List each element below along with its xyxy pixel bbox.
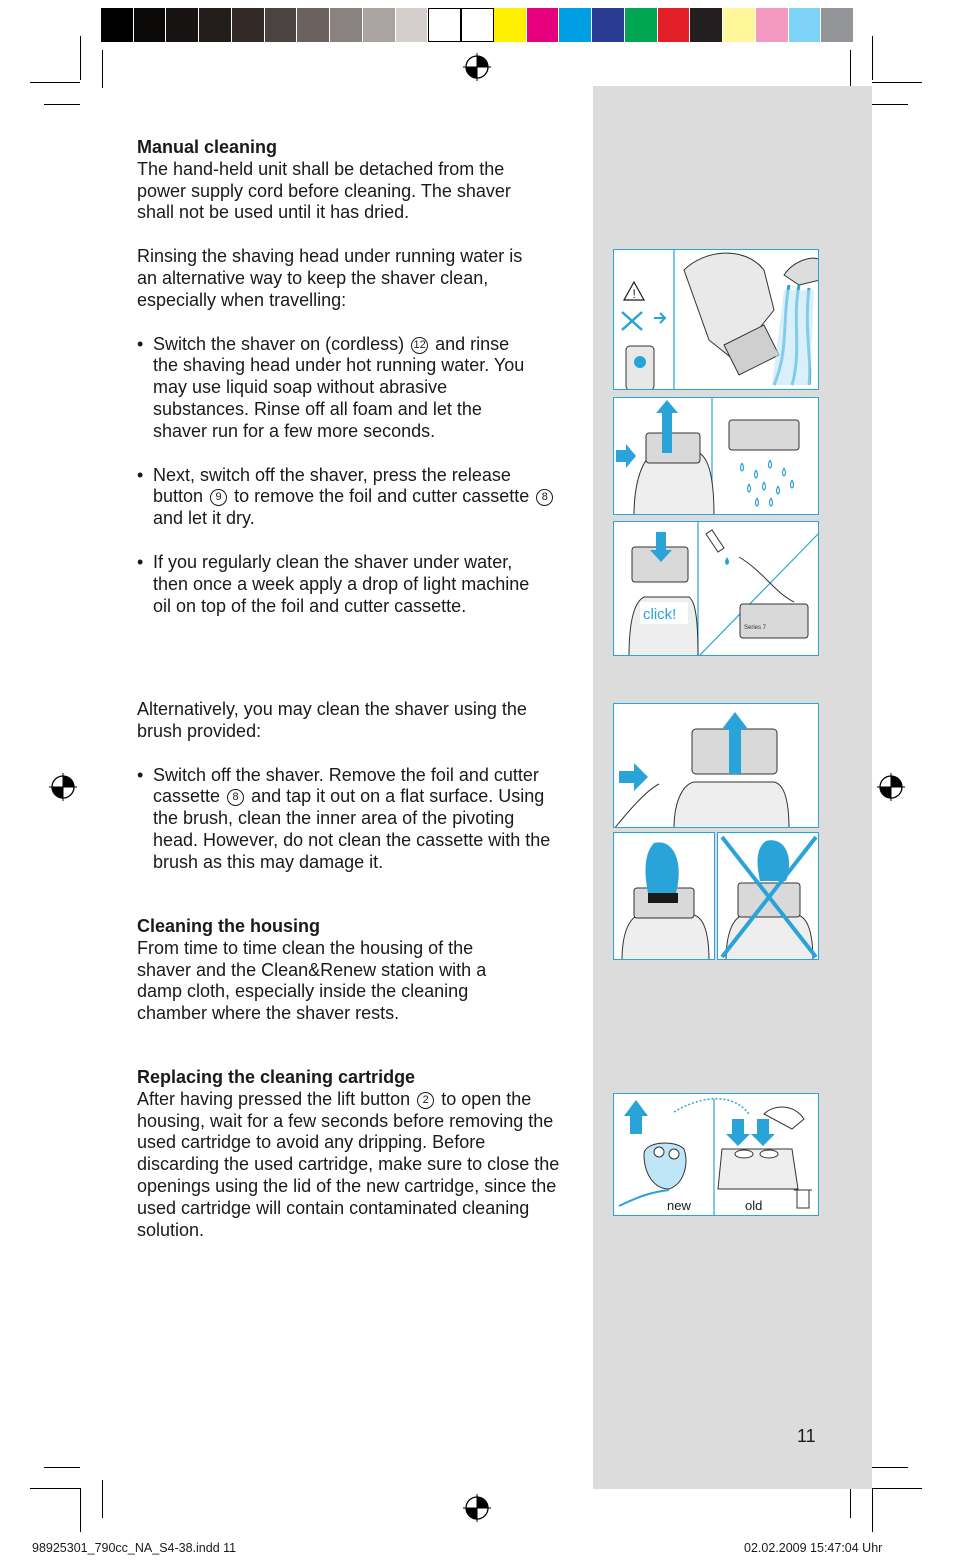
color-swatch: [101, 8, 134, 42]
bullet-rinse: [137, 334, 537, 443]
section-brush-cleaning: [137, 699, 567, 874]
brush-intro: Alternatively, you may clean the shaver using the brush provided:: [137, 699, 527, 741]
figure-remove-cassette-brush: [613, 703, 819, 828]
housing-body: From time to time clean the housing of the shaver and the Clean&Renew station with a damp cloth, especially inside the cleaning chamber where the shaver rests.: [137, 937, 487, 1024]
color-swatch: [232, 8, 265, 42]
color-swatch: [658, 8, 691, 42]
bullet-rinse-text-a: Switch the shaver on (cordless): [153, 333, 405, 354]
series-label: Series 7: [744, 625, 767, 631]
ref-marker: 8: [227, 789, 244, 806]
rinse-intro: Rinsing the shaving head under running water is an alternative way to keep the shaver clean, especially when travelling:: [137, 246, 523, 310]
trash-bin-icon: [797, 1190, 809, 1208]
color-swatch: [297, 8, 330, 42]
ref-marker: 8: [536, 489, 553, 506]
cartridge-body-a: After having pressed the lift button: [137, 1088, 411, 1109]
heading-replacing-cartridge: Replacing the cleaning cartridge: [137, 1067, 416, 1087]
color-swatch: [592, 8, 625, 42]
color-swatch: [330, 8, 363, 42]
color-swatch: [134, 8, 167, 42]
cartridge-body-b: to open the housing, wait for a few seconds before removing the used cartridge to avoid any dripping. Before discarding the used cartridge, make sure to close the openings using the lid of the new cartridge, since the used cartridge will contain contaminated cleaning solution.: [137, 1088, 560, 1240]
color-swatch: [625, 8, 658, 42]
footer-file-info: 98925301_790cc_NA_S4-38.indd 11: [32, 1541, 237, 1555]
color-swatch: [559, 8, 592, 42]
ref-marker: 9: [210, 489, 227, 506]
bullet-oil: • If you regularly clean the shaver under water, then once a week apply a drop of light machine oil on top of the foil and cutter cassette.: [137, 552, 539, 617]
registration-mark-left: [49, 773, 77, 801]
color-swatch: [363, 8, 396, 42]
section-replacing-cartridge: [137, 1067, 567, 1241]
color-swatch: [690, 8, 723, 42]
color-swatch: [756, 8, 789, 42]
color-swatch: [821, 8, 854, 42]
color-calibration-bar: [101, 0, 854, 50]
registration-mark-right: [877, 773, 905, 801]
color-swatch: [396, 8, 429, 42]
bullet-brush-text-a: Switch off the shaver. Remove the foil and cutter cassette: [153, 764, 539, 807]
section-manual-cleaning: [137, 137, 567, 617]
registration-mark-top: [463, 53, 491, 81]
bullet-brush-text-b: and tap it out on a flat surface. Using the brush, clean the inner area of the pivoting head. However, do not clean the cassette with the brush as this may damage it.: [153, 786, 551, 872]
footer-timestamp: 02.02.2009 15:47:04 Uhr: [744, 1541, 883, 1555]
label-new: new: [667, 1198, 691, 1213]
color-swatch: [527, 8, 560, 42]
color-swatch: [166, 8, 199, 42]
bullet-remove-text-a: Next, switch off the shaver, press the release button: [153, 464, 511, 507]
bullet-remove-text-c: and let it dry.: [153, 508, 255, 529]
ref-marker: 12: [411, 337, 428, 354]
cartridge-body: [137, 1089, 565, 1242]
color-swatch: [265, 8, 298, 42]
figure-rinse-under-tap: [613, 249, 819, 390]
figure-brush-head-ok: [613, 832, 715, 960]
manual-cleaning-intro: The hand-held unit shall be detached from the power supply cord before cleaning. The shaver shall not be used until it has dried.: [137, 158, 511, 223]
color-swatch: [461, 8, 494, 42]
label-old: old: [745, 1198, 763, 1213]
bullet-brush: [137, 765, 563, 874]
figure-remove-cassette-dry: [613, 397, 819, 515]
section-cleaning-housing: [137, 916, 567, 1025]
heading-cleaning-housing: Cleaning the housing: [137, 916, 320, 936]
ref-marker: 2: [417, 1092, 434, 1109]
bullet-rinse-text-b: and rinse the shaving head under hot running water. You may use liquid soap without abrasive substances. Rinse off all foam and let the shaver run for a few more seconds.: [153, 333, 525, 441]
figure-brush-cassette-forbidden: [717, 832, 819, 960]
color-swatch: [494, 8, 527, 42]
figure-replace-cartridge: [613, 1093, 819, 1216]
registration-mark-bottom: [463, 1494, 491, 1522]
click-label: click!: [643, 606, 677, 623]
svg-text:!: !: [632, 287, 636, 301]
color-swatch: [789, 8, 822, 42]
page-number: 11: [797, 1426, 816, 1446]
color-swatch: [723, 8, 756, 42]
bullet-remove-text-b: to remove the foil and cutter cassette: [234, 486, 530, 507]
color-swatch: [199, 8, 232, 42]
bullet-remove-cassette: [137, 465, 563, 530]
figure-click-and-oil: [613, 521, 819, 656]
color-swatch: [428, 8, 461, 42]
heading-manual-cleaning: Manual cleaning: [137, 137, 278, 157]
